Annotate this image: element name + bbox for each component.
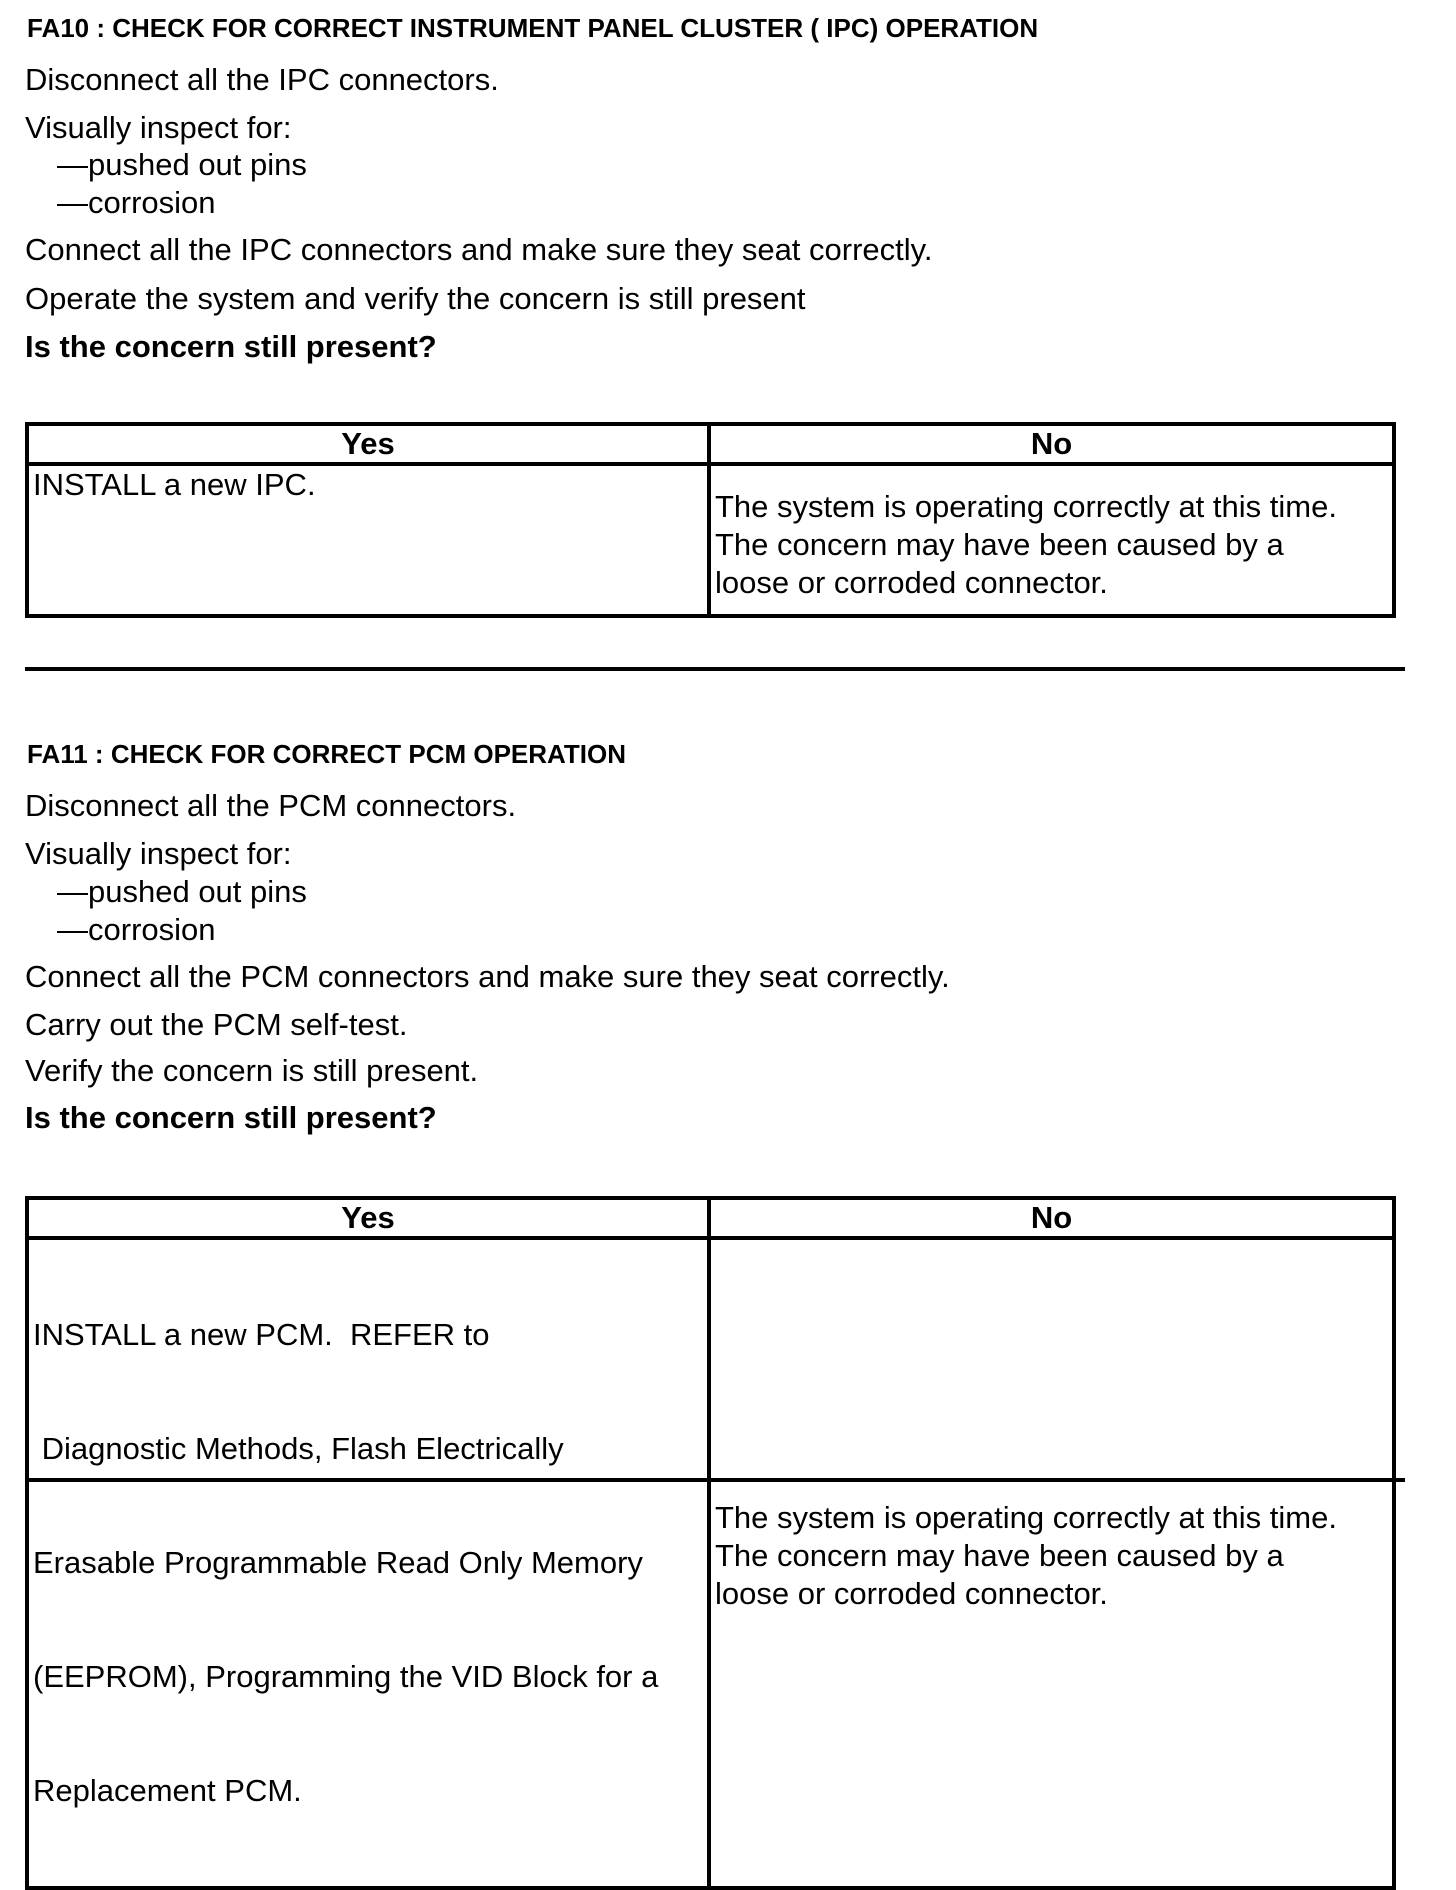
fa10-yes-cell [27,464,709,616]
fa10-no-cell [709,464,1394,616]
fa10-no-header: No [709,424,1394,464]
fa11-yes-header: Yes [27,1198,709,1238]
fa11-step-pushed-pins: —pushed out pins [57,874,307,909]
fa11-step-verify: Verify the concern is still present. [25,1053,479,1088]
fa10-step-pushed-pins: —pushed out pins [57,147,307,182]
fa11-title: FA11 : CHECK FOR CORRECT PCM OPERATION [27,739,627,769]
fa11-result-table [25,1196,1396,1890]
fa10-yes-text: INSTALL a new IPC. [33,467,316,502]
fa11-yes-line-1: INSTALL a new PCM. REFER to [33,1317,490,1352]
fa11-step-disconnect: Disconnect all the PCM connectors. [25,788,517,823]
fa11-step-self-test: Carry out the PCM self-test. [25,1007,408,1042]
fa11-no-header: No [709,1198,1394,1238]
fa11-step-corrosion: —corrosion [57,912,216,947]
fa11-step-inspect: Visually inspect for: [25,836,292,871]
fa10-question: Is the concern still present? [25,329,437,364]
fa11-yes-line-2: Diagnostic Methods, Flash Electrically [33,1431,564,1466]
fa11-no-line-2: The concern may have been caused by a [715,1538,1284,1573]
fa11-no-line-3: loose or corroded connector. [715,1576,1108,1611]
fa10-step-operate: Operate the system and verify the concern is still present [25,281,806,316]
fa10-yes-header: Yes [27,424,709,464]
fa10-no-line-2: The concern may have been caused by a [715,527,1284,562]
fa10-step-inspect: Visually inspect for: [25,110,292,145]
fa10-step-connect: Connect all the IPC connectors and make sure they seat correctly. [25,232,933,267]
fa10-step-disconnect: Disconnect all the IPC connectors. [25,62,499,97]
fa10-result-table [25,422,1396,618]
section-divider-2 [25,1478,1405,1482]
fa10-section [25,0,1405,660]
fa11-yes-cell [27,1238,709,1888]
fa10-no-line-1: The system is operating correctly at this time. [715,489,1337,524]
fa10-title: FA10 : CHECK FOR CORRECT INSTRUMENT PANEL CLUSTER ( IPC) OPERATION [27,13,1039,43]
fa10-step-corrosion: —corrosion [57,185,216,220]
fa11-yes-line-3: Erasable Programmable Read Only Memory [33,1545,643,1580]
fa10-no-line-3: loose or corroded connector. [715,565,1108,600]
fa11-yes-line-4: (EEPROM), Programming the VID Block for a [33,1659,659,1694]
fa11-section [25,726,1405,1808]
fa11-question: Is the concern still present? [25,1100,437,1135]
section-divider-1 [25,667,1405,671]
fa11-no-cell [709,1238,1394,1888]
fa11-step-connect: Connect all the PCM connectors and make sure they seat correctly. [25,959,950,994]
fa11-yes-line-5: Replacement PCM. [33,1773,302,1808]
fa11-no-line-1: The system is operating correctly at this time. [715,1500,1337,1535]
